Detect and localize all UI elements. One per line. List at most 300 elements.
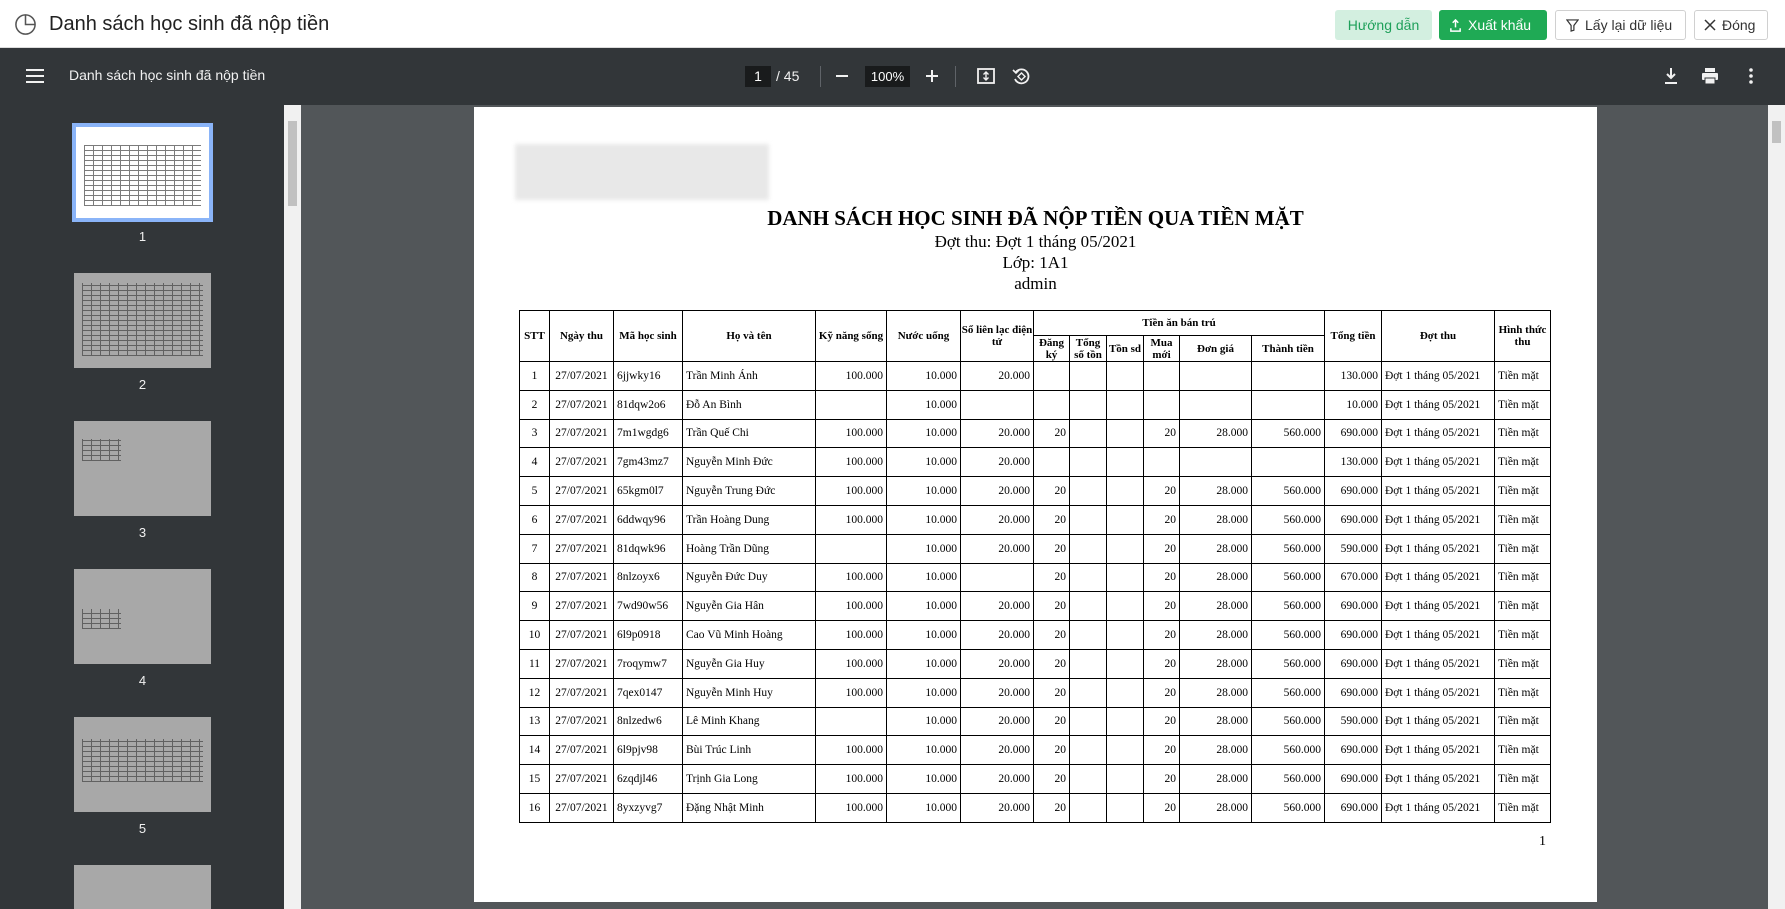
cell-e-contact-book: 20.000: [961, 477, 1034, 506]
header-stt: STT: [520, 311, 550, 362]
cell-new-purchase: 20: [1144, 563, 1180, 592]
document-name: Danh sách học sinh đã nộp tiền: [69, 67, 266, 83]
zoom-in-icon[interactable]: [920, 64, 944, 88]
cell-student-code: 6jjwky16: [614, 362, 683, 391]
cell-register: 20: [1034, 621, 1070, 650]
cell-life-skills: 100.000: [816, 505, 887, 534]
table-row: [520, 477, 1551, 506]
table-row: [520, 678, 1551, 707]
thumbnail-page-4[interactable]: [72, 567, 213, 688]
blurred-header-logo: [515, 144, 769, 200]
cell-date: 27/07/2021: [550, 736, 614, 765]
zoom-input[interactable]: 100%: [865, 66, 910, 87]
cell-batch: Đợt 1 tháng 05/2021: [1382, 649, 1495, 678]
cell-life-skills: 100.000: [816, 419, 887, 448]
cell-total-stock: [1070, 736, 1107, 765]
cell-stt: 4: [520, 448, 550, 477]
cell-student-code: 6l9p0918: [614, 621, 683, 650]
cell-batch: Đợt 1 tháng 05/2021: [1382, 592, 1495, 621]
header-total-stock: Tổng số tồn: [1070, 336, 1107, 362]
cell-full-name: Cao Vũ Minh Hoàng: [683, 621, 816, 650]
cell-register: 20: [1034, 419, 1070, 448]
table-row: [520, 563, 1551, 592]
cell-stt: 12: [520, 678, 550, 707]
cell-e-contact-book: 20.000: [961, 505, 1034, 534]
close-label: Đóng: [1722, 17, 1756, 33]
cell-batch: Đợt 1 tháng 05/2021: [1382, 563, 1495, 592]
thumbnail-image: [72, 271, 213, 370]
scrollbar-thumb[interactable]: [288, 121, 297, 206]
header-new-purchase: Mua mới: [1144, 336, 1180, 362]
cell-full-name: Trần Quế Chi: [683, 419, 816, 448]
cell-drinking-water: 10.000: [887, 678, 961, 707]
cell-total: 130.000: [1325, 448, 1382, 477]
cell-e-contact-book: 20.000: [961, 621, 1034, 650]
cell-date: 27/07/2021: [550, 621, 614, 650]
page-footer-number: 1: [1539, 834, 1546, 849]
cell-e-contact-book: 20.000: [961, 793, 1034, 822]
document-scrollbar[interactable]: [1768, 105, 1785, 909]
cell-date: 27/07/2021: [550, 707, 614, 736]
cell-date: 27/07/2021: [550, 477, 614, 506]
cell-drinking-water: 10.000: [887, 419, 961, 448]
cell-student-code: 81dqwk96: [614, 534, 683, 563]
cell-full-name: Nguyễn Gia Huy: [683, 649, 816, 678]
cell-unit-price: 28.000: [1180, 736, 1252, 765]
cell-total: 670.000: [1325, 563, 1382, 592]
table-row: [520, 707, 1551, 736]
cell-amount: 560.000: [1252, 592, 1325, 621]
cell-batch: Đợt 1 tháng 05/2021: [1382, 793, 1495, 822]
cell-drinking-water: 10.000: [887, 477, 961, 506]
cell-new-purchase: [1144, 448, 1180, 477]
thumbnail-preview: [82, 439, 121, 461]
cell-register: [1034, 448, 1070, 477]
zoom-out-icon[interactable]: [830, 64, 854, 88]
cell-drinking-water: 10.000: [887, 563, 961, 592]
thumbnail-image: [72, 567, 213, 666]
cell-stock-used: [1107, 592, 1144, 621]
cell-unit-price: 28.000: [1180, 563, 1252, 592]
cell-amount: [1252, 448, 1325, 477]
cell-full-name: Trần Hoàng Dung: [683, 505, 816, 534]
cell-new-purchase: 20: [1144, 592, 1180, 621]
cell-stock-used: [1107, 736, 1144, 765]
header-full-name: Họ và tên: [683, 311, 816, 362]
cell-life-skills: 100.000: [816, 477, 887, 506]
header-life-skills: Kỹ năng sống: [816, 311, 887, 362]
cell-stt: 10: [520, 621, 550, 650]
cell-new-purchase: 20: [1144, 707, 1180, 736]
header-register: Đăng ký: [1034, 336, 1070, 362]
thumbnail-preview: [84, 145, 201, 206]
cell-life-skills: 100.000: [816, 621, 887, 650]
cell-life-skills: [816, 534, 887, 563]
header-e-contact-book: Sổ liên lạc điện tử: [961, 311, 1034, 362]
cell-student-code: 7roqymw7: [614, 649, 683, 678]
cell-stock-used: [1107, 477, 1144, 506]
table-row: [520, 448, 1551, 477]
cell-e-contact-book: 20.000: [961, 678, 1034, 707]
header-payment-method: Hình thức thu: [1495, 311, 1551, 362]
cell-payment-method: Tiền mặt: [1495, 563, 1551, 592]
cell-total: 690.000: [1325, 621, 1382, 650]
download-icon[interactable]: [1659, 64, 1683, 88]
cell-batch: Đợt 1 tháng 05/2021: [1382, 477, 1495, 506]
thumbnail-preview: [82, 609, 121, 629]
cell-total: 690.000: [1325, 592, 1382, 621]
pdf-page: [474, 107, 1597, 902]
cell-unit-price: [1180, 448, 1252, 477]
guide-button[interactable]: Hướng dẫn: [1335, 10, 1432, 40]
cell-e-contact-book: 20.000: [961, 592, 1034, 621]
header-student-code: Mã học sinh: [614, 311, 683, 362]
cell-batch: Đợt 1 tháng 05/2021: [1382, 505, 1495, 534]
cell-student-code: 8nlzoyx6: [614, 563, 683, 592]
table-row: [520, 534, 1551, 563]
cell-total: 690.000: [1325, 505, 1382, 534]
cell-e-contact-book: [961, 390, 1034, 419]
cell-full-name: Hoàng Trần Dũng: [683, 534, 816, 563]
cell-full-name: Đặng Nhật Minh: [683, 793, 816, 822]
cell-drinking-water: 10.000: [887, 736, 961, 765]
cell-unit-price: 28.000: [1180, 678, 1252, 707]
cell-unit-price: [1180, 390, 1252, 419]
table-row: [520, 793, 1551, 822]
cell-amount: 560.000: [1252, 534, 1325, 563]
cell-date: 27/07/2021: [550, 419, 614, 448]
cell-new-purchase: 20: [1144, 505, 1180, 534]
cell-unit-price: 28.000: [1180, 765, 1252, 794]
cell-new-purchase: 20: [1144, 678, 1180, 707]
more-options-icon[interactable]: [1739, 64, 1763, 88]
thumbnail-image: [72, 123, 213, 222]
cell-amount: 560.000: [1252, 649, 1325, 678]
cell-register: 20: [1034, 736, 1070, 765]
cell-amount: 560.000: [1252, 793, 1325, 822]
cell-stt: 5: [520, 477, 550, 506]
scrollbar-thumb[interactable]: [1772, 121, 1781, 143]
cell-stock-used: [1107, 649, 1144, 678]
cell-student-code: 6l9pjv98: [614, 736, 683, 765]
cell-payment-method: Tiền mặt: [1495, 765, 1551, 794]
cell-drinking-water: 10.000: [887, 505, 961, 534]
cell-life-skills: 100.000: [816, 736, 887, 765]
cell-total: 690.000: [1325, 793, 1382, 822]
menu-icon[interactable]: [25, 67, 45, 85]
cell-stock-used: [1107, 448, 1144, 477]
cell-total: 10.000: [1325, 390, 1382, 419]
cell-new-purchase: 20: [1144, 419, 1180, 448]
cell-e-contact-book: 20.000: [961, 736, 1034, 765]
cell-batch: Đợt 1 tháng 05/2021: [1382, 765, 1495, 794]
cell-amount: 560.000: [1252, 621, 1325, 650]
cell-life-skills: 100.000: [816, 592, 887, 621]
cell-total: 690.000: [1325, 765, 1382, 794]
cell-e-contact-book: [961, 563, 1034, 592]
cell-full-name: Trịnh Gia Long: [683, 765, 816, 794]
header-amount: Thành tiền: [1252, 336, 1325, 362]
cell-total-stock: [1070, 534, 1107, 563]
cell-student-code: 8yxzyvg7: [614, 793, 683, 822]
cell-e-contact-book: 20.000: [961, 765, 1034, 794]
header-drinking-water: Nước uống: [887, 311, 961, 362]
table-row: [520, 505, 1551, 534]
cell-new-purchase: 20: [1144, 649, 1180, 678]
table-row: [520, 390, 1551, 419]
cell-life-skills: 100.000: [816, 765, 887, 794]
cell-amount: [1252, 362, 1325, 391]
cell-amount: 560.000: [1252, 563, 1325, 592]
cell-life-skills: [816, 390, 887, 419]
cell-date: 27/07/2021: [550, 362, 614, 391]
cell-payment-method: Tiền mặt: [1495, 419, 1551, 448]
thumbnail-image: [72, 863, 213, 909]
cell-full-name: Lê Minh Khang: [683, 707, 816, 736]
cell-student-code: 6zqdjl46: [614, 765, 683, 794]
cell-total-stock: [1070, 793, 1107, 822]
cell-stock-used: [1107, 419, 1144, 448]
cell-student-code: 81dqw2o6: [614, 390, 683, 419]
cell-total-stock: [1070, 419, 1107, 448]
cell-payment-method: Tiền mặt: [1495, 678, 1551, 707]
cell-batch: Đợt 1 tháng 05/2021: [1382, 419, 1495, 448]
cell-full-name: Nguyễn Minh Huy: [683, 678, 816, 707]
cell-total: 690.000: [1325, 649, 1382, 678]
cell-date: 27/07/2021: [550, 505, 614, 534]
print-icon[interactable]: [1698, 64, 1722, 88]
cell-total-stock: [1070, 448, 1107, 477]
cell-stock-used: [1107, 362, 1144, 391]
toolbar-divider: [955, 66, 956, 87]
cell-payment-method: Tiền mặt: [1495, 534, 1551, 563]
cell-e-contact-book: 20.000: [961, 707, 1034, 736]
cell-total: 590.000: [1325, 707, 1382, 736]
cell-batch: Đợt 1 tháng 05/2021: [1382, 448, 1495, 477]
cell-stock-used: [1107, 563, 1144, 592]
cell-full-name: Nguyễn Gia Hân: [683, 592, 816, 621]
cell-drinking-water: 10.000: [887, 707, 961, 736]
header-boarding-meals: Tiền ăn bán trú: [1034, 311, 1325, 336]
payment-table: [519, 310, 1551, 823]
cell-life-skills: 100.000: [816, 448, 887, 477]
cell-amount: 560.000: [1252, 736, 1325, 765]
cell-payment-method: Tiền mặt: [1495, 362, 1551, 391]
cell-new-purchase: 20: [1144, 477, 1180, 506]
cell-total-stock: [1070, 649, 1107, 678]
cell-new-purchase: 20: [1144, 736, 1180, 765]
cell-life-skills: 100.000: [816, 362, 887, 391]
cell-student-code: 7m1wgdg6: [614, 419, 683, 448]
close-button[interactable]: [1694, 10, 1768, 40]
cell-stock-used: [1107, 505, 1144, 534]
cell-batch: Đợt 1 tháng 05/2021: [1382, 362, 1495, 391]
cell-unit-price: 28.000: [1180, 707, 1252, 736]
cell-register: 20: [1034, 793, 1070, 822]
cell-new-purchase: 20: [1144, 621, 1180, 650]
cell-stt: 8: [520, 563, 550, 592]
cell-total: 690.000: [1325, 736, 1382, 765]
fit-page-icon[interactable]: [974, 64, 998, 88]
cell-amount: 560.000: [1252, 477, 1325, 506]
thumbnail-image: [72, 419, 213, 518]
cell-new-purchase: 20: [1144, 793, 1180, 822]
cell-student-code: 7wd90w56: [614, 592, 683, 621]
table-row: [520, 592, 1551, 621]
cell-amount: 560.000: [1252, 678, 1325, 707]
cell-amount: 560.000: [1252, 505, 1325, 534]
cell-life-skills: 100.000: [816, 563, 887, 592]
header-batch: Đợt thu: [1382, 311, 1495, 362]
cell-student-code: 7qex0147: [614, 678, 683, 707]
table-row: [520, 649, 1551, 678]
cell-register: 20: [1034, 649, 1070, 678]
cell-total-stock: [1070, 678, 1107, 707]
cell-stock-used: [1107, 678, 1144, 707]
cell-date: 27/07/2021: [550, 592, 614, 621]
cell-total-stock: [1070, 592, 1107, 621]
thumbnail-page-3[interactable]: [72, 419, 213, 540]
cell-batch: Đợt 1 tháng 05/2021: [1382, 534, 1495, 563]
thumbnail-number: 3: [138, 525, 147, 540]
cell-stock-used: [1107, 534, 1144, 563]
cell-unit-price: 28.000: [1180, 477, 1252, 506]
header-stock-used: Tồn sd: [1107, 336, 1144, 362]
export-button[interactable]: [1439, 10, 1547, 40]
page-number-input[interactable]: 1: [745, 66, 771, 87]
table-row: [520, 362, 1551, 391]
cell-full-name: Bùi Trúc Linh: [683, 736, 816, 765]
cell-register: [1034, 362, 1070, 391]
cell-stock-used: [1107, 621, 1144, 650]
cell-life-skills: 100.000: [816, 678, 887, 707]
cell-e-contact-book: 20.000: [961, 419, 1034, 448]
cell-total: 690.000: [1325, 419, 1382, 448]
cell-batch: Đợt 1 tháng 05/2021: [1382, 390, 1495, 419]
cell-date: 27/07/2021: [550, 563, 614, 592]
cell-register: 20: [1034, 505, 1070, 534]
cell-payment-method: Tiền mặt: [1495, 621, 1551, 650]
cell-stock-used: [1107, 793, 1144, 822]
cell-total-stock: [1070, 563, 1107, 592]
cell-drinking-water: 10.000: [887, 448, 961, 477]
cell-e-contact-book: 20.000: [961, 448, 1034, 477]
thumbnail-number: 2: [138, 377, 147, 392]
cell-stt: 3: [520, 419, 550, 448]
thumbnail-preview: [82, 283, 203, 356]
thumbnail-image: [72, 715, 213, 814]
cell-full-name: Nguyễn Trung Đức: [683, 477, 816, 506]
header-date: Ngày thu: [550, 311, 614, 362]
table-row: [520, 736, 1551, 765]
document-user: admin: [1014, 274, 1057, 293]
reload-label: Lấy lại dữ liệu: [1585, 17, 1673, 33]
cell-total-stock: [1070, 765, 1107, 794]
sidebar-scrollbar[interactable]: [284, 105, 301, 909]
cell-register: 20: [1034, 592, 1070, 621]
cell-register: 20: [1034, 707, 1070, 736]
cell-date: 27/07/2021: [550, 678, 614, 707]
cell-unit-price: 28.000: [1180, 419, 1252, 448]
thumbnail-sidebar: [0, 105, 284, 909]
cell-date: 27/07/2021: [550, 390, 614, 419]
thumbnail-number: 4: [138, 673, 147, 688]
cell-total: 130.000: [1325, 362, 1382, 391]
cell-student-code: 8nlzedw6: [614, 707, 683, 736]
thumbnail-page-5[interactable]: [72, 715, 213, 836]
cell-register: 20: [1034, 477, 1070, 506]
cell-drinking-water: 10.000: [887, 621, 961, 650]
toolbar-divider: [820, 66, 821, 87]
cell-batch: Đợt 1 tháng 05/2021: [1382, 621, 1495, 650]
cell-amount: [1252, 390, 1325, 419]
cell-payment-method: Tiền mặt: [1495, 390, 1551, 419]
cell-unit-price: 28.000: [1180, 649, 1252, 678]
cell-e-contact-book: 20.000: [961, 362, 1034, 391]
thumbnail-page-2[interactable]: [72, 271, 213, 392]
header-total: Tổng tiền: [1325, 311, 1382, 362]
cell-stt: 6: [520, 505, 550, 534]
cell-unit-price: 28.000: [1180, 621, 1252, 650]
cell-total-stock: [1070, 621, 1107, 650]
cell-new-purchase: 20: [1144, 534, 1180, 563]
cell-batch: Đợt 1 tháng 05/2021: [1382, 678, 1495, 707]
cell-total: 590.000: [1325, 534, 1382, 563]
cell-student-code: 65kgm0l7: [614, 477, 683, 506]
thumbnail-page-6[interactable]: [72, 863, 213, 909]
cell-payment-method: Tiền mặt: [1495, 592, 1551, 621]
cell-stt: 16: [520, 793, 550, 822]
cell-new-purchase: 20: [1144, 765, 1180, 794]
cell-student-code: 7gm43mz7: [614, 448, 683, 477]
cell-drinking-water: 10.000: [887, 649, 961, 678]
cell-unit-price: 28.000: [1180, 793, 1252, 822]
cell-batch: Đợt 1 tháng 05/2021: [1382, 707, 1495, 736]
rotate-icon[interactable]: [1009, 64, 1033, 88]
cell-stt: 13: [520, 707, 550, 736]
table-row: [520, 621, 1551, 650]
cell-full-name: Đỗ An Bình: [683, 390, 816, 419]
cell-drinking-water: 10.000: [887, 793, 961, 822]
document-viewport: [301, 105, 1768, 909]
cell-new-purchase: [1144, 362, 1180, 391]
cell-date: 27/07/2021: [550, 534, 614, 563]
cell-life-skills: 100.000: [816, 793, 887, 822]
export-label: Xuất khẩu: [1468, 17, 1532, 33]
cell-unit-price: 28.000: [1180, 534, 1252, 563]
cell-register: [1034, 390, 1070, 419]
cell-batch: Đợt 1 tháng 05/2021: [1382, 736, 1495, 765]
pdf-toolbar: [0, 48, 1785, 105]
reload-data-button[interactable]: [1555, 10, 1686, 40]
document-period: Đợt thu: Đợt 1 tháng 05/2021: [934, 232, 1137, 251]
header-unit-price: Đơn giá: [1180, 336, 1252, 362]
cell-amount: 560.000: [1252, 707, 1325, 736]
thumbnail-preview: [82, 739, 203, 782]
cell-payment-method: Tiền mặt: [1495, 477, 1551, 506]
cell-full-name: Nguyễn Minh Đức: [683, 448, 816, 477]
cell-unit-price: 28.000: [1180, 592, 1252, 621]
filter-icon: [1566, 19, 1579, 32]
cell-stt: 14: [520, 736, 550, 765]
export-icon: [1449, 19, 1462, 32]
table-body: [520, 362, 1551, 823]
cell-total-stock: [1070, 362, 1107, 391]
cell-date: 27/07/2021: [550, 793, 614, 822]
thumbnail-page-1[interactable]: [72, 123, 213, 244]
cell-e-contact-book: 20.000: [961, 534, 1034, 563]
cell-register: 20: [1034, 765, 1070, 794]
